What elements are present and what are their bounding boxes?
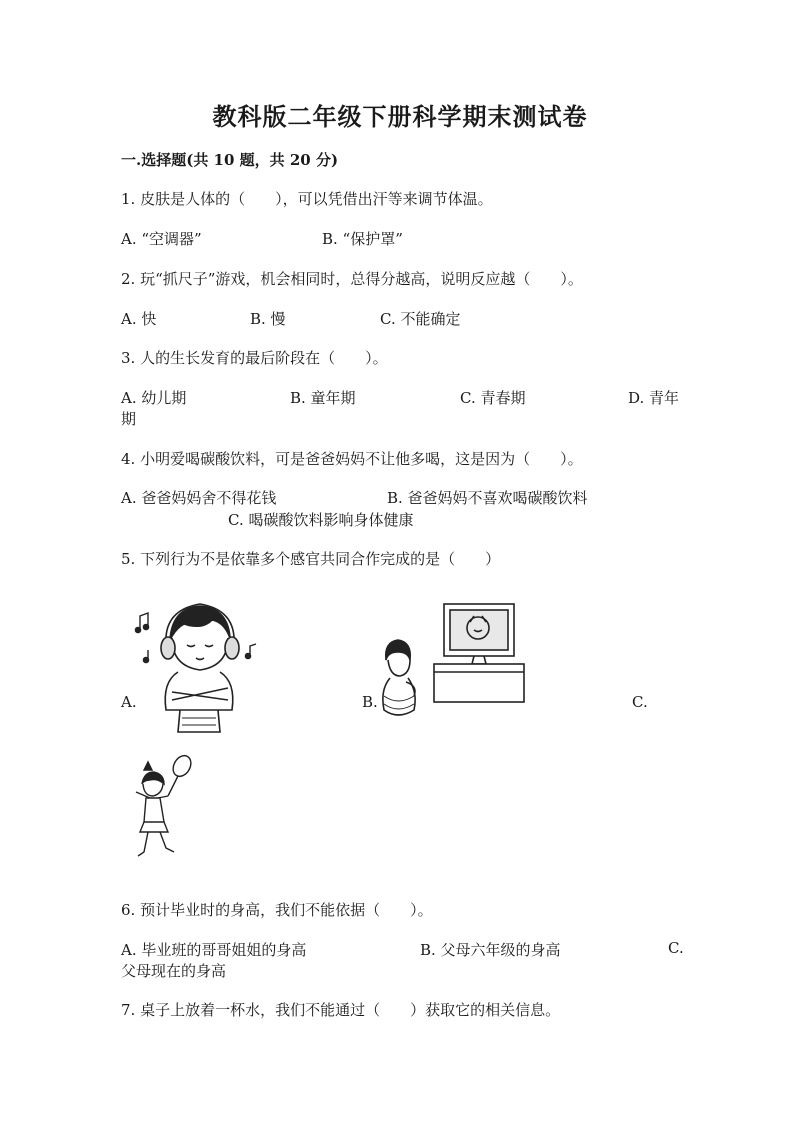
q3-option-c: C. 青春期 [460,389,526,407]
q3-option-d: D. 青年 [628,389,680,407]
q2-option-c: C. 不能确定 [380,310,461,328]
question-6: 6. 预计毕业时的身高，我们不能依据（ ）。 [121,901,433,919]
girl-playing-badminton-icon [128,752,203,862]
q5-option-a: A. [121,693,137,711]
question-5: 5. 下列行为不是依靠多个感官共同合作完成的是（ ） [121,550,501,568]
q4-option-a: A. 爸爸妈妈舍不得花钱 [121,489,277,507]
q2-option-a: A. 快 [121,310,157,328]
q4-option-b: B. 爸爸妈妈不喜欢喝碳酸饮料 [387,489,588,507]
q5-option-b: B. [362,693,378,711]
page-title: 教科版二年级下册科学期末测试卷 [212,102,588,131]
q6-option-c: C. [668,939,684,957]
q1-option-b: B. “保护罩” [322,230,403,248]
q2-option-b: B. 慢 [250,310,286,328]
q3-option-a: A. 幼儿期 [121,389,187,407]
question-4: 4. 小明爱喝碳酸饮料，可是爸爸妈妈不让他多喝，这是因为（ ）。 [121,450,583,468]
section-heading: 一.选择题(共 10 题，共 20 分) [121,151,339,169]
boy-listening-music-icon [132,600,262,735]
q4-option-c: C. 喝碳酸饮料影响身体健康 [228,511,414,529]
q5-option-c: C. [632,693,648,711]
q6-option-b: B. 父母六年级的身高 [420,941,561,959]
q3-option-b: B. 童年期 [290,389,356,407]
q3-option-d-wrap: 期 [121,410,137,428]
question-1: 1. 皮肤是人体的（ ），可以凭借出汗等来调节体温。 [121,190,493,208]
child-watching-tv-icon [378,600,528,730]
q6-option-c-wrap: 父母现在的身高 [121,962,227,980]
question-2: 2. 玩“抓尺子”游戏，机会相同时，总得分越高，说明反应越（ ）。 [121,270,583,288]
q1-option-a: A. “空调器” [121,230,202,248]
question-3: 3. 人的生长发育的最后阶段在（ ）。 [121,349,388,367]
q6-option-a: A. 毕业班的哥哥姐姐的身高 [121,941,307,959]
question-7: 7. 桌子上放着一杯水，我们不能通过（ ）获取它的相关信息。 [121,1001,561,1019]
